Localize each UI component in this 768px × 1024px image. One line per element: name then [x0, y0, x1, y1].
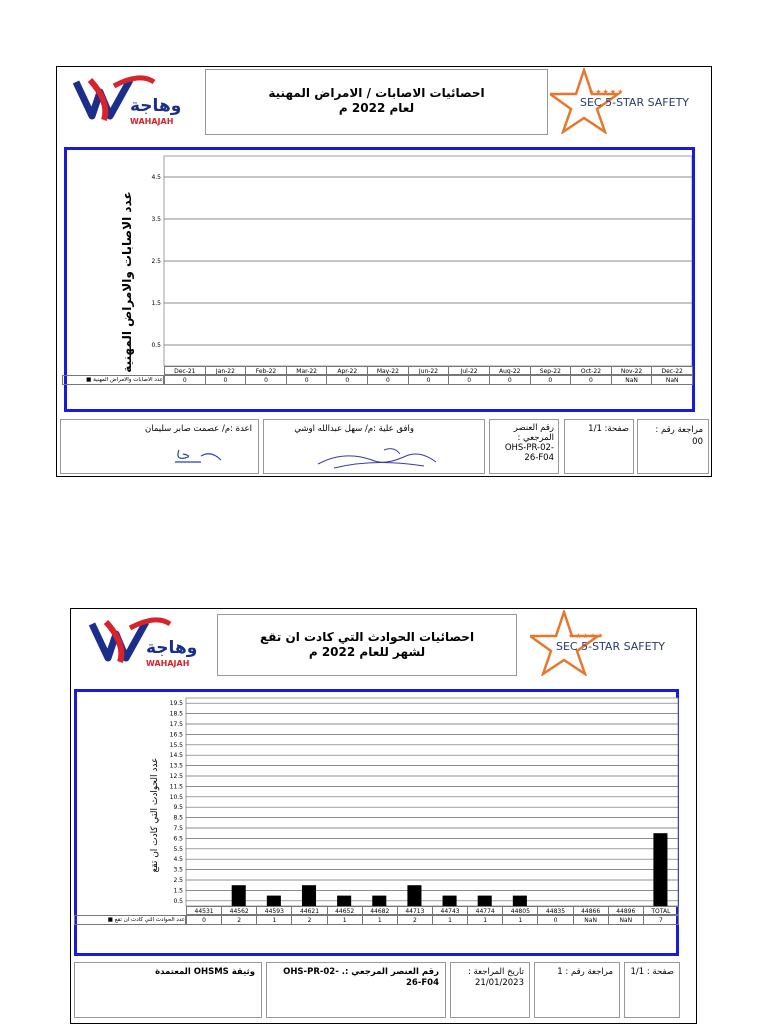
data-value-label: 0: [489, 375, 531, 385]
y-tick-label: 3.5: [173, 866, 183, 874]
plot-area: [186, 698, 678, 906]
y-tick-label: 18.5: [169, 710, 183, 718]
y-tick-label: 2.5: [151, 258, 161, 265]
data-value-label: 2: [397, 915, 433, 925]
y-tick-label: 12.5: [169, 773, 183, 780]
bar: [232, 885, 246, 906]
category-label: Mar-22: [286, 366, 328, 375]
bar: [267, 896, 281, 906]
chart-1: [140, 150, 692, 370]
bar: [478, 896, 492, 906]
category-label: 44531: [186, 906, 222, 915]
y-tick-label: 3.5: [151, 216, 161, 223]
doc1-title-line2: لعام 2022 م: [338, 101, 415, 115]
doc2-revision-box: [534, 962, 620, 1018]
y-tick-label: 4.5: [151, 174, 161, 181]
doc2-page-box: [624, 962, 680, 1018]
doc2-title-line1: احصائيات الحوادث التي كادت ان تقع: [259, 630, 475, 644]
doc1-ref-number: رقم العنصر المرجعي : OHS-PR-02-26-F04: [504, 423, 554, 463]
category-label: 44562: [221, 906, 257, 915]
y-tick-label: 15.5: [169, 741, 183, 749]
signature-image: [171, 446, 231, 466]
category-label: Oct-22: [570, 366, 612, 375]
doc1-page-box: [564, 419, 634, 474]
data-value-label: 1: [327, 915, 363, 925]
data-value-label: 0: [286, 375, 328, 385]
y-tick-label: 14.5: [169, 752, 183, 760]
category-label: 44593: [256, 906, 292, 915]
bar: [302, 885, 316, 906]
category-label: 44835: [537, 906, 573, 915]
data-value-label: 7: [643, 915, 679, 925]
category-label: 44866: [573, 906, 609, 915]
y-tick-label: 1.5: [151, 300, 161, 307]
doc2-title-line2: لشهر للعام 2022 م: [308, 645, 426, 659]
category-label: Jul-22: [448, 366, 490, 375]
category-label: 44774: [467, 906, 503, 915]
category-label: Apr-22: [326, 366, 368, 375]
category-label: Jun-22: [408, 366, 450, 375]
y-tick-label: 10.5: [169, 793, 183, 801]
y-tick-label: 13.5: [169, 762, 183, 770]
y-tick-label: 4.5: [173, 856, 183, 864]
category-label: 44713: [397, 906, 433, 915]
wahajah-logo: [86, 614, 206, 672]
wahajah-logo: [70, 72, 190, 130]
y-tick-label: 19.5: [169, 700, 183, 708]
category-label: Jan-22: [205, 366, 247, 375]
data-value-label: NaN: [608, 915, 644, 925]
bar: [337, 896, 351, 906]
data-value-label: 0: [530, 375, 572, 385]
category-label: 44743: [432, 906, 468, 915]
data-value-label: 0: [164, 375, 206, 385]
y-tick-label: 11.5: [169, 783, 183, 791]
y-tick-label: 16.5: [169, 731, 183, 739]
data-value-label: 0: [326, 375, 368, 385]
data-value-label: 0: [570, 375, 612, 385]
bar: [513, 896, 527, 906]
data-value-label: 0: [245, 375, 287, 385]
category-label: TOTAL: [643, 906, 679, 915]
bar: [372, 896, 386, 906]
y-tick-label: 0.5: [173, 897, 183, 905]
category-label: May-22: [367, 366, 409, 375]
y-tick-label: 9.5: [173, 804, 183, 812]
signature-image: [314, 444, 444, 470]
doc2-revision: مراجعة رقم : 1: [557, 967, 613, 977]
data-value-label: 1: [362, 915, 398, 925]
bar: [407, 885, 421, 906]
doc1-ref-box: [489, 419, 559, 474]
data-value-label: 0: [537, 915, 573, 925]
doc1-page: صفحة: 1/1: [588, 424, 629, 434]
y-tick-label: 8.5: [173, 814, 183, 822]
category-label: Dec-21: [164, 366, 206, 375]
y-tick-label: 7.5: [173, 825, 183, 832]
category-label: Aug-22: [489, 366, 531, 375]
doc1-prepared-by: اعدة :م/ عصمت صابر سليمان: [145, 424, 252, 434]
y-tick-label: 2.5: [173, 877, 183, 884]
data-value-label: 0: [408, 375, 450, 385]
category-label: 44896: [608, 906, 644, 915]
doc2-ref-box: [266, 962, 446, 1018]
category-label: Feb-22: [245, 366, 287, 375]
chart-1-y-axis-label: عدد الاصابات والامراض المهنية: [120, 191, 134, 373]
category-label: 44682: [362, 906, 398, 915]
doc2-title-box: [217, 614, 517, 676]
doc2-review-date-box: [450, 962, 530, 1018]
bar: [653, 833, 667, 906]
category-label: Nov-22: [611, 366, 653, 375]
doc1-revision: مراجعة رقم : 00: [655, 425, 703, 447]
data-value-label: 0: [186, 915, 222, 925]
legend-label: عدد الاصابات والامراض المهنية ■: [62, 375, 164, 385]
data-value-label: 1: [467, 915, 503, 925]
data-value-label: 1: [256, 915, 292, 925]
wahajah-english-name: WAHAJAH: [146, 659, 190, 668]
sec-logo: [520, 610, 690, 676]
doc2-ref-number: رقم العنصر المرجعي :. OHS-PR-02-26-F04: [283, 967, 439, 988]
category-label: 44805: [502, 906, 538, 915]
chart-2-y-axis-label: عدد الحوادث التي كادت ان تقع: [150, 757, 160, 873]
wahajah-english-name: WAHAJAH: [130, 117, 174, 126]
data-value-label: NaN: [611, 375, 653, 385]
y-tick-label: 0.5: [151, 342, 161, 349]
doc1-title-box: [205, 69, 548, 135]
data-value-label: NaN: [573, 915, 609, 925]
y-tick-label: 5.5: [173, 845, 183, 853]
y-tick-label: 17.5: [169, 721, 183, 728]
data-value-label: 0: [448, 375, 490, 385]
doc1-prepared-box: [60, 419, 259, 474]
sec-logo-text: SEC 5-STAR SAFETY: [580, 96, 690, 109]
category-label: 44621: [291, 906, 327, 915]
category-label: 44652: [327, 906, 363, 915]
doc1-title-line1: احصائيات الاصابات / الامراض المهنية: [268, 86, 485, 100]
doc1-revision-box: [637, 419, 709, 474]
data-value-label: 0: [367, 375, 409, 385]
sec-logo-text: SEC 5-STAR SAFETY: [556, 640, 666, 653]
data-value-label: 1: [502, 915, 538, 925]
category-label: Dec-22: [651, 366, 693, 375]
sec-stars-icon: ★★★★★: [568, 632, 605, 640]
wahajah-arabic-name: وهاجة: [130, 96, 182, 116]
y-tick-label: 6.5: [173, 835, 183, 843]
doc1-approved-by: وافق علية :م/ سهل عبدالله اوشي: [294, 424, 414, 434]
doc2-review-date: تاريخ المراجعة : 21/01/2023: [467, 967, 524, 988]
data-value-label: 2: [221, 915, 257, 925]
data-value-label: NaN: [651, 375, 693, 385]
wahajah-arabic-name: وهاجة: [146, 638, 198, 658]
legend-label: عدد الحوادث التي كادت ان تقع ■: [74, 915, 186, 925]
bar: [443, 896, 457, 906]
category-label: Sep-22: [530, 366, 572, 375]
data-value-label: 1: [432, 915, 468, 925]
doc2-approved-doc-box: [74, 962, 262, 1018]
chart-2: [150, 694, 680, 914]
data-value-label: 2: [291, 915, 327, 925]
data-value-label: 0: [205, 375, 247, 385]
sec-stars-icon: ★★★★★: [588, 88, 625, 96]
doc1-approved-box: [263, 419, 485, 474]
doc2-approved-doc: وثيقة OHSMS المعتمدة: [155, 967, 255, 977]
sec-logo: [550, 68, 710, 134]
y-tick-label: 1.5: [173, 887, 183, 895]
doc2-page: صفحة : 1/1: [630, 967, 674, 977]
